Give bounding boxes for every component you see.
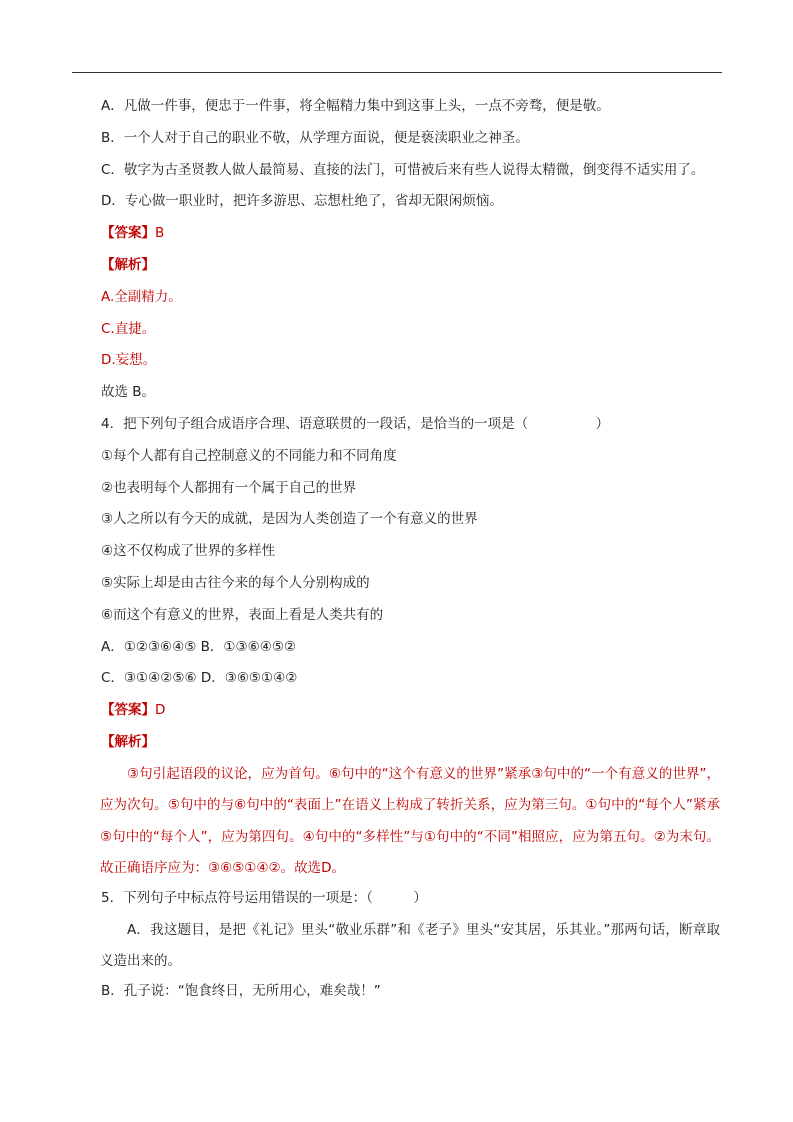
q3-option-b: B．一个人对于自己的职业不敬，从学理方面说，便是亵渎职业之神圣。 (101, 129, 529, 146)
q4-options-ab: A．①②③⑥④⑤ B．①③⑥④⑤② (101, 638, 297, 655)
q4-analysis-text: ③句引起语段的议论，应为首句。⑥句中的“这个有意义的世界”紧承③句中的“一个有意义的世界”，应为次句。⑤句中的与⑥句中的“表面上”在语义上构成了转折关系，应为第三句。①句中的“每个人”紧承⑤句中的“每个人”，应为第四句。④句中的“多样性”与①句中的“不同”相照应，应为第五句。②为末句。故正确语序应为：③⑥⑤①④②。故选D。 (100, 765, 720, 877)
q3-answer-value: B (155, 225, 165, 242)
q4-answer (101, 699, 726, 721)
q4-sentence-1: ①每个人都有自己控制意义的不同能力和不同角度 (101, 447, 397, 464)
q4-sentence-3: ③人之所以有今天的成就，是因为人类创造了一个有意义的世界 (101, 511, 478, 528)
q4-analysis-label: 【解析】 (101, 733, 155, 750)
q3-option-d: D．专心做一职业时，把许多游思、忘想杜绝了，省却无限闲烦恼。 (101, 193, 503, 210)
q3-analysis-line-3: D.妄想。 (101, 352, 157, 369)
q4-sentence-5: ⑤实际上却是由古往今来的每个人分别构成的 (101, 574, 370, 591)
q4-options-cd: C．③①④②⑤⑥ D．③⑥⑤①④② (101, 670, 298, 687)
header-rule (72, 72, 722, 73)
q5-stem: 5．下列句子中标点符号运用错误的一项是：（ ） (101, 889, 427, 906)
q3-analysis-label: 【解析】 (101, 256, 155, 273)
q4-answer-label: 【答案】 (101, 702, 155, 719)
q4-sentence-2: ②也表明每个人都拥有一个属于自己的世界 (101, 479, 357, 496)
q5-option-b: B．孔子说：“饱食终日，无所用心，难矣哉！” (101, 982, 381, 999)
q3-answer (101, 222, 726, 244)
q4-answer-value: D (155, 702, 166, 719)
q3-option-a: A．凡做一件事，便忠于一件事，将全幅精力集中到这事上头，一点不旁骛，便是敬。 (101, 98, 610, 114)
q3-option-c: C．敬字为古圣贤教人做人最简易、直接的法门，可惜被后来有些人说得太精微，倒变得不适实用了。 (101, 161, 705, 178)
q3-answer-label: 【答案】 (101, 225, 155, 242)
q4-stem: 4．把下列句子组合成语序合理、语意联贯的一段话，是恰当的一项是（ ） (101, 415, 610, 432)
q4-sentence-4: ④这不仅构成了世界的多样性 (101, 543, 276, 560)
q4-sentence-6: ⑥而这个有意义的世界，表面上看是人类共有的 (101, 606, 384, 623)
document-page (101, 95, 726, 1011)
q3-analysis-line-1: A.全副精力。 (101, 288, 182, 305)
q3-conclusion: 故选 B。 (101, 384, 156, 401)
q3-analysis-line-2: C.直捷。 (101, 320, 156, 337)
q5-option-a: A．我这题目，是把《礼记》里头“敬业乐群”和《老子》里头“安其居，乐其业。”那两句话，断章取义造出来的。 (100, 921, 720, 970)
